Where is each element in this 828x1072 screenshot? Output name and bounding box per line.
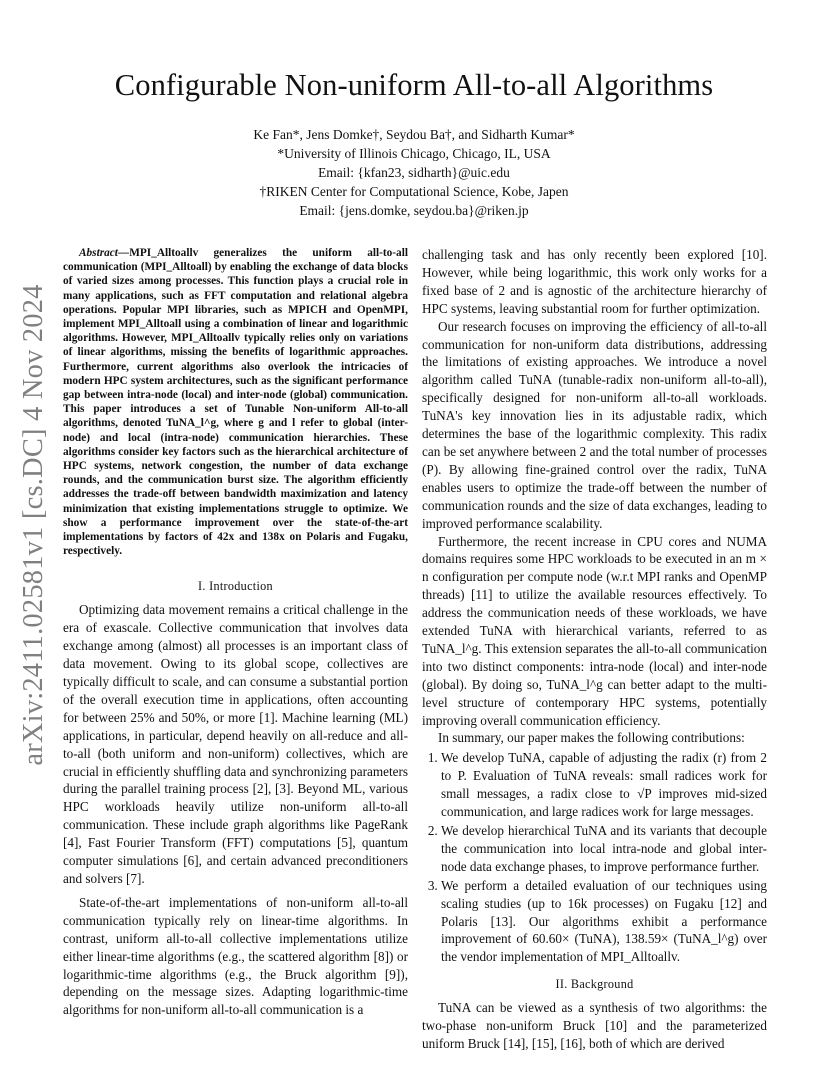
- background-paragraph-1: TuNA can be viewed as a synthesis of two algorithms: the two-phase non-uniform Bruck [10] and the parameterized uniform Bruck [14], [15], [16], both of which are derived: [422, 1000, 767, 1051]
- contribution-item: 3. We perform a detailed evaluation of our techniques using scaling studies (up to 16k processes) on Fugaku [12] and Polaris [13]. Our algorithms exhibit a performance improvement of 60.60× (TuNA), 138.59× (TuNA_l^g) over the vendor implementation of MPI_Alltoallv.: [441, 877, 767, 967]
- contributions-list: [422, 749, 767, 966]
- abstract-body: MPI_Alltoallv generalizes the uniform all-to-all communication (MPI_Alltoall) by enabling the exchange of data blocks of varied sizes among processes. This function plays a crucial role in many applications, such as FFT computation and relational algebra operations. Popular MPI libraries, such as MPICH and OpenMPI, implement MPI_Alltoall using a combination of linear and logarithmic algorithms. However, MPI_Alltoallv typically relies only on variations of linear algorithms, missing the benefits of logarithmic approaches. Furthermore, current algorithms also overlook the intricacies of modern HPC system architectures, such as the significant performance gap between intra-node (local) and inter-node (global) communication. This paper introduces a set of Tunable Non-uniform All-to-all algorithms, denoted TuNA_l^g, where g and l refer to global (inter-node) and local (intra-node) communication hierarchies. These algorithms consider key factors such as the hierarchical architecture of HPC systems, network congestion, the number of data exchange rounds, and the communication burst size. The algorithm efficiently addresses the trade-off between bandwidth maximization and latency minimization that existing implementations struggle to optimize. We show a performance improvement over the state-of-the-art implementations by factors of 42x and 138x on Polaris and Fugaku, respectively.: [63, 247, 408, 558]
- right-paragraph-4: In summary, our paper makes the following contributions:: [438, 730, 745, 746]
- abstract: [63, 246, 408, 558]
- right-paragraph-3: Furthermore, the recent increase in CPU cores and NUMA domains requires some HPC workloads to be executed in an m × n configuration per compute node (w.r.t MPI ranks and OpenMP threads) [11] to utilize the available resources effectively. To address the communication needs of these workloads, we have extended TuNA with hierarchical variants, referred to as TuNA_l^g. This extension separates the all-to-all communication into two distinct components: intra-node (local) and inter-node (global). By doing so, TuNA_l^g can better adapt to the multi-level structure of contemporary HPC systems, potentially improving overall communication efficiency.: [422, 533, 767, 728]
- author-names: Ke Fan*, Jens Domke†, Seydou Ba†, and Sidharth Kumar*: [253, 127, 575, 142]
- abstract-label: Abstract—: [79, 247, 130, 259]
- left-column: [63, 246, 408, 1019]
- contribution-item: 2. We develop hierarchical TuNA and its variants that decouple the communication into local intra-node and global inter-node data exchange phases, to improve performance further.: [441, 822, 767, 876]
- paper-title: Configurable Non-uniform All-to-all Algorithms: [114, 68, 714, 102]
- right-column: [422, 246, 767, 1053]
- affiliation-riken: †RIKEN Center for Computational Science, Kobe, Japen: [259, 184, 569, 199]
- arxiv-identifier: arXiv:2411.02581v1 [cs.DC] 4 Nov 2024: [18, 284, 49, 766]
- right-paragraph-2: Our research focuses on improving the efficiency of all-to-all communication for non-uniform data distributions, addressing the limitations of existing approaches. We introduce a novel algorithm called TuNA (tunable-radix non-uniform all-to-all), specifically designed for non-uniform all-to-all workloads. TuNA's key innovation lies in its adjustable radix, which determines the base of the logarithmic complexity. This radix can be set anywhere between 2 and the total number of processes (P). By allowing fine-grained control over the radix, TuNA enables users to optimize the trade-off between the number of communication rounds and the size of data exchanges, leading to improved performance scalability.: [422, 318, 767, 531]
- right-paragraph-1: challenging task and has only recently been explored [10]. However, while being logarithmic, this work only works for a fixed base of 2 and is agnostic of the architecture hierarchy of HPC systems, leaving substantial room for further optimization.: [422, 247, 767, 316]
- affiliation-uic: *University of Illinois Chicago, Chicago, IL, USA: [277, 146, 551, 161]
- author-block: [0, 125, 828, 220]
- intro-paragraph-2: State-of-the-art implementations of non-uniform all-to-all communication typically rely on linear-time algorithms. In contrast, uniform all-to-all collective implementations utilize either linear-time algorithms (e.g., the scattered algorithm [8]) or logarithmic-time algorithms (e.g., the Bruck algorithm [9]), depending on the message sizes. Adapting logarithmic-time algorithms for non-uniform all-to-all communication is a: [63, 894, 408, 1018]
- contribution-item: 1. We develop TuNA, capable of adjusting the radix (r) from 2 to P. Evaluation of TuNA reveals: small radices work for small messages, a radix close to √P improves mid-sized communication, and large radices work for large messages.: [441, 749, 767, 821]
- email-uic: Email: {kfan23, sidharth}@uic.edu: [318, 165, 510, 180]
- intro-paragraph-1: Optimizing data movement remains a critical challenge in the era of exascale. Collective communication that involves data exchange among (almost) all processes is an important class of data movement. Owing to its global scope, collectives are typically difficult to scale, and can consume a substantial portion of the overall execution time in applications, often accounting for between 25% and 50%, or more [1]. Machine learning (ML) applications, in particular, depend heavily on all-reduce and all-to-all (both uniform and non-uniform) collectives, which are crucial in efficiently shuffling data and synchronizing parameters during the parallel training process [2], [3]. Beyond ML, various HPC workloads heavily utilize non-uniform all-to-all communication. These include graph algorithms like PageRank [4], Fast Fourier Transform (FFT) computations [5], quantum computer simulations [6], and certain advanced preconditioners and solvers [7].: [63, 602, 408, 886]
- section-heading-introduction: I. Introduction: [198, 579, 273, 594]
- section-heading-background: II. Background: [555, 977, 634, 992]
- email-riken: Email: {jens.domke, seydou.ba}@riken.jp: [299, 203, 529, 218]
